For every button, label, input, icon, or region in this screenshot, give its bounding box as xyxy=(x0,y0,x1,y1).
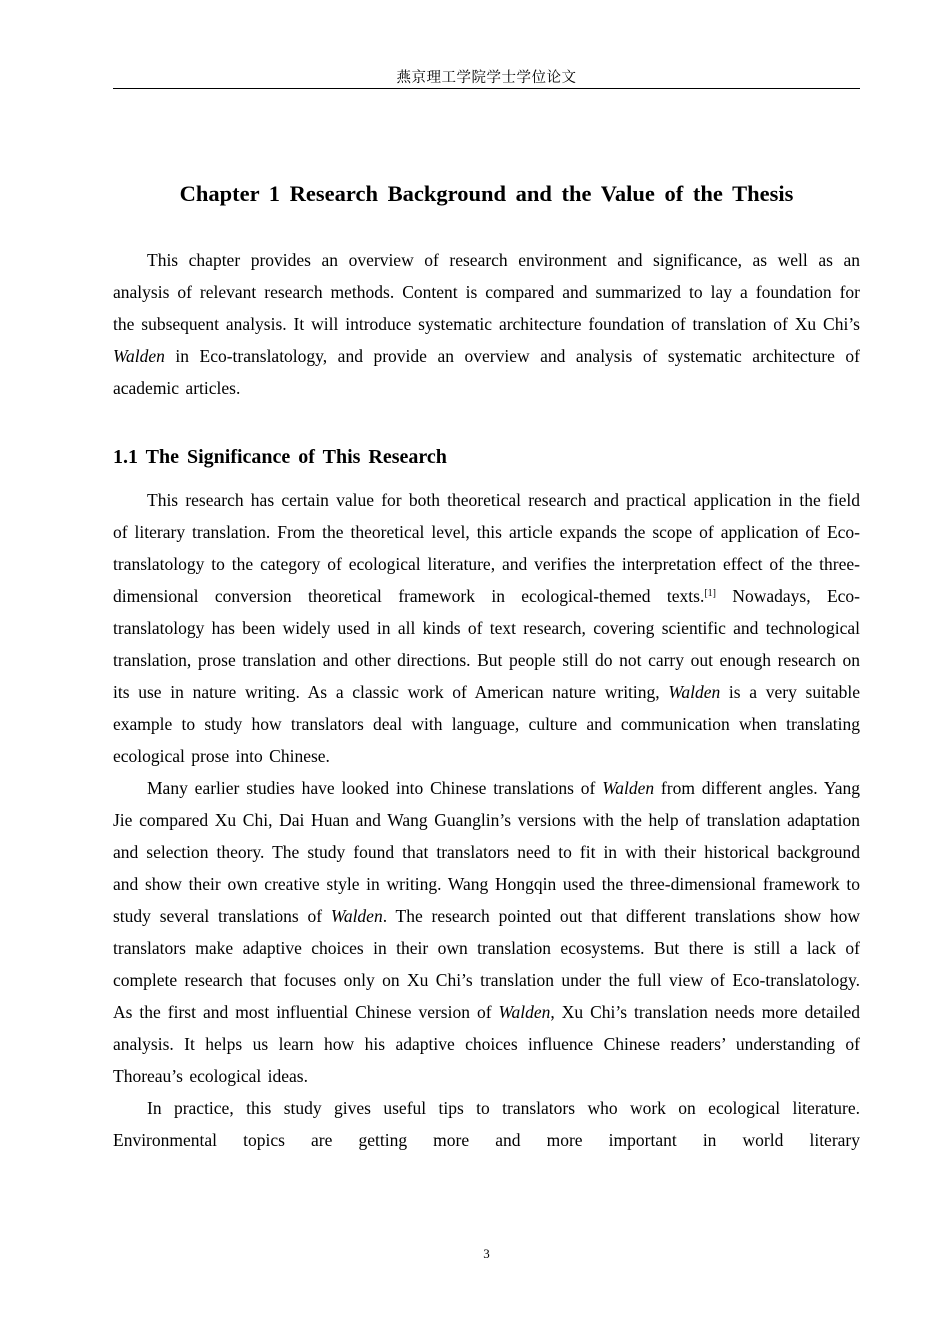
intro-paragraph: This chapter provides an overview of research environment and significance, as well as an analysis of relevant research methods. Content is compared and summarized to lay a foundation for the subsequent analysis. It will introduce systematic architecture foundation of translation of Xu Chi’s Walden in Eco-translatology, and provide an overview and analysis of systematic architecture of academic articles. xyxy=(113,250,860,398)
book-title: Walden xyxy=(330,906,383,926)
book-title: Walden xyxy=(113,346,165,366)
paragraph: In practice, this study gives useful tips to translators who work on ecological literature. Environmental topics are getting more and more important in world literary xyxy=(113,1098,860,1150)
paragraph: Many earlier studies have looked into Chinese translations of Walden from different angles. Yang Jie compared Xu Chi, Dai Huan and Wang Guanglin’s versions with the help of translation adaptation and selection theory. The study found that translators need to fit in with their historical background and show their own creative style in writing. Wang Hongqin used the three-dimensional framework to study several translations of Walden. The research pointed out that different translations show how translators make adaptive choices in their own translation ecosystems. But there is still a lack of complete research that focuses only on Xu Chi’s translation under the full view of Eco-translatology. As the first and most influential Chinese version of Walden, Xu Chi’s translation needs more detailed analysis. It helps us learn how his adaptive choices influence Chinese readers’ understanding of Thoreau’s ecological ideas. xyxy=(113,778,861,1086)
running-header: 燕京理工学院学士学位论文 xyxy=(113,68,860,89)
book-title: Walden xyxy=(498,1002,551,1022)
chapter-title: Chapter 1 Research Background and the Value of the Thesis xyxy=(179,181,794,206)
paragraph-continues xyxy=(113,1092,860,1156)
book-title: Walden xyxy=(602,778,655,798)
book-title: Walden xyxy=(668,682,721,702)
chapter-intro xyxy=(113,244,860,404)
page-number: 3 xyxy=(483,1246,490,1261)
section-title: 1.1 The Significance of This Research xyxy=(113,446,447,468)
section-body xyxy=(113,484,860,1156)
citation-marker: [1] xyxy=(704,588,717,599)
paragraph: This research has certain value for both theoretical research and practical application in the field of literary translation. From the theoretical level, this article expands the scope of application of Eco-translatology to the category of ecological literature, and verifies the interpretation effect of the three-dimensional conversion theoretical framework in ecological-themed texts.[1] Nowadays, Eco-translatology has been widely used in all kinds of text research, covering scientific and technological translation, prose translation and other directions. But people still do not carry out enough research on its use in nature writing. As a classic work of American nature writing, Walden is a very suitable example to study how translators deal with language, culture and communication when translating ecological prose into Chinese. xyxy=(113,490,860,766)
